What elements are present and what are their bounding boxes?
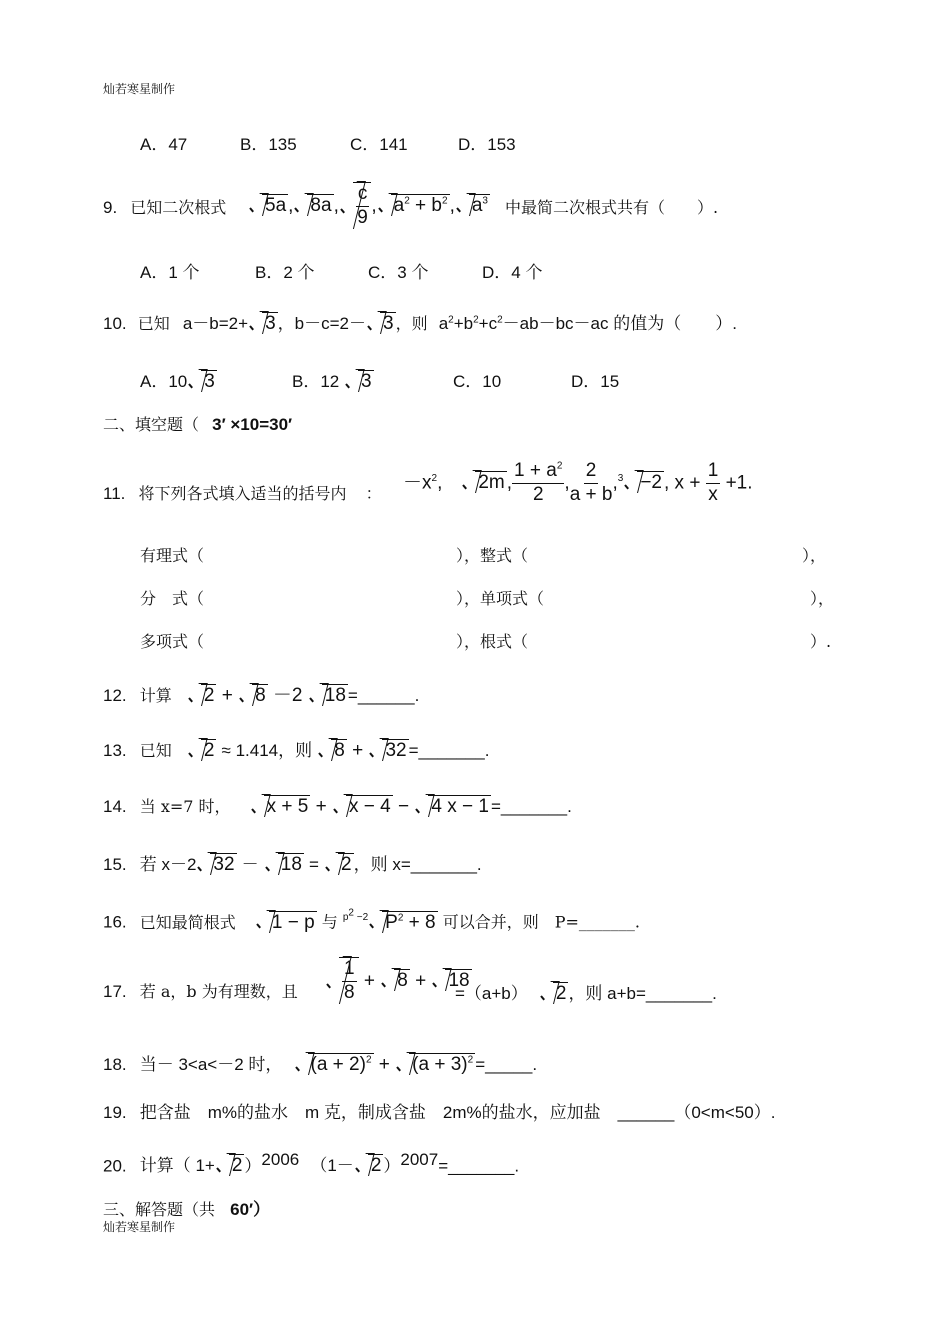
q13: 13. 已知 2 ≈ 1.414，则 8 + 32 =_______. bbox=[103, 740, 490, 761]
q9-tail: 中最简二次根式共有（ ）. bbox=[505, 198, 719, 217]
q10: 10. 已知 a－b=2+ 3 ，b－c=2－ 3 ，则 $a^2+b^2+c^2-ab-bc-ac$ 的值为（ ）. bbox=[103, 313, 737, 334]
q8-option-c: C．141 bbox=[350, 135, 408, 154]
q15: 15. 若 x－2 32 － 18 = 2 ，则 x=_______. bbox=[103, 854, 482, 875]
q10-option-a: A．10 3 bbox=[140, 371, 215, 392]
q8-option-d: D．153 bbox=[458, 135, 516, 154]
q20: 20. 计算（ 1+ 2 ）$^{2006}$ （1－ 2 ）$^{2007}$=_______. bbox=[103, 1150, 520, 1177]
q9-option-b: B．2 个 bbox=[255, 263, 315, 282]
q11-row-2: 分 式（ ），单项式（ ）， bbox=[140, 589, 835, 608]
q18: 18. 当－ 3<a<－2 时， $(a + 2)^2 + (a + 3)^2$ =_____. bbox=[103, 1054, 538, 1075]
q9-option-d: D．4 个 bbox=[482, 263, 543, 282]
q10-option-d: D．15 bbox=[571, 372, 620, 391]
q9-option-c: C．3 个 bbox=[368, 263, 429, 282]
q16: 16. 已知最简根式 1 − p 与 $^{p^2 -2}$ $P^2 + 8$ 可以合并，则 P=_______. bbox=[103, 908, 640, 933]
q14: 14. 当 x=7 时， x + 5 + x − 4 − 4 x − 1 =_______. bbox=[103, 796, 572, 817]
q17-expression: $\frac{1}{8}$ + 8 + 18 bbox=[325, 957, 472, 1005]
q17: 17. 若 a，b 为有理数，且 bbox=[103, 982, 298, 1001]
q12: 12. 计算 2 + 8 －2 18 =______. bbox=[103, 685, 420, 706]
q11-row-3: 多项式（ ），根式（ ）. bbox=[140, 632, 832, 651]
q10-option-b: B．12 3 bbox=[292, 371, 372, 392]
page-header: 灿若寒星制作 bbox=[103, 82, 176, 96]
q9: 9. 已知二次根式 bbox=[103, 198, 227, 217]
q11: 11. 将下列各式填入适当的括号内 ： bbox=[103, 484, 382, 503]
q11-expressions: $-x^2$, 2m , $\frac{1 + a^2}{2}$ , $\frac{2}{a + b}$ ,$^3$ −2 , x + $\frac{1}{x}$ +1. bbox=[403, 460, 753, 505]
q10-option-c: C．10 bbox=[453, 372, 502, 391]
q8-option-b: B．135 bbox=[240, 135, 297, 154]
q8-option-a: A．47 bbox=[140, 135, 188, 154]
q9-expressions: 5a , 8a , $\frac{c}{9}$ , $a^2 + b^2$ , $a^3$ bbox=[248, 182, 490, 230]
section-2-title: 二、填空题（ 3′ ×10=30′ bbox=[103, 415, 293, 434]
page-footer: 灿若寒星制作 bbox=[103, 1220, 176, 1234]
q19: 19. 把含盐 m%的盐水 m 克，制成含盐 2m%的盐水，应加盐 ______（0<m<50）. bbox=[103, 1103, 776, 1122]
q9-option-a: A．1 个 bbox=[140, 263, 200, 282]
q17-tail: =（a+b） 2 ，则 a+b=_______. bbox=[455, 983, 717, 1004]
q11-row-1: 有理式（ ），整式（ ）， bbox=[140, 546, 827, 565]
section-3-title: 三、解答题（共 60′） bbox=[103, 1200, 271, 1219]
